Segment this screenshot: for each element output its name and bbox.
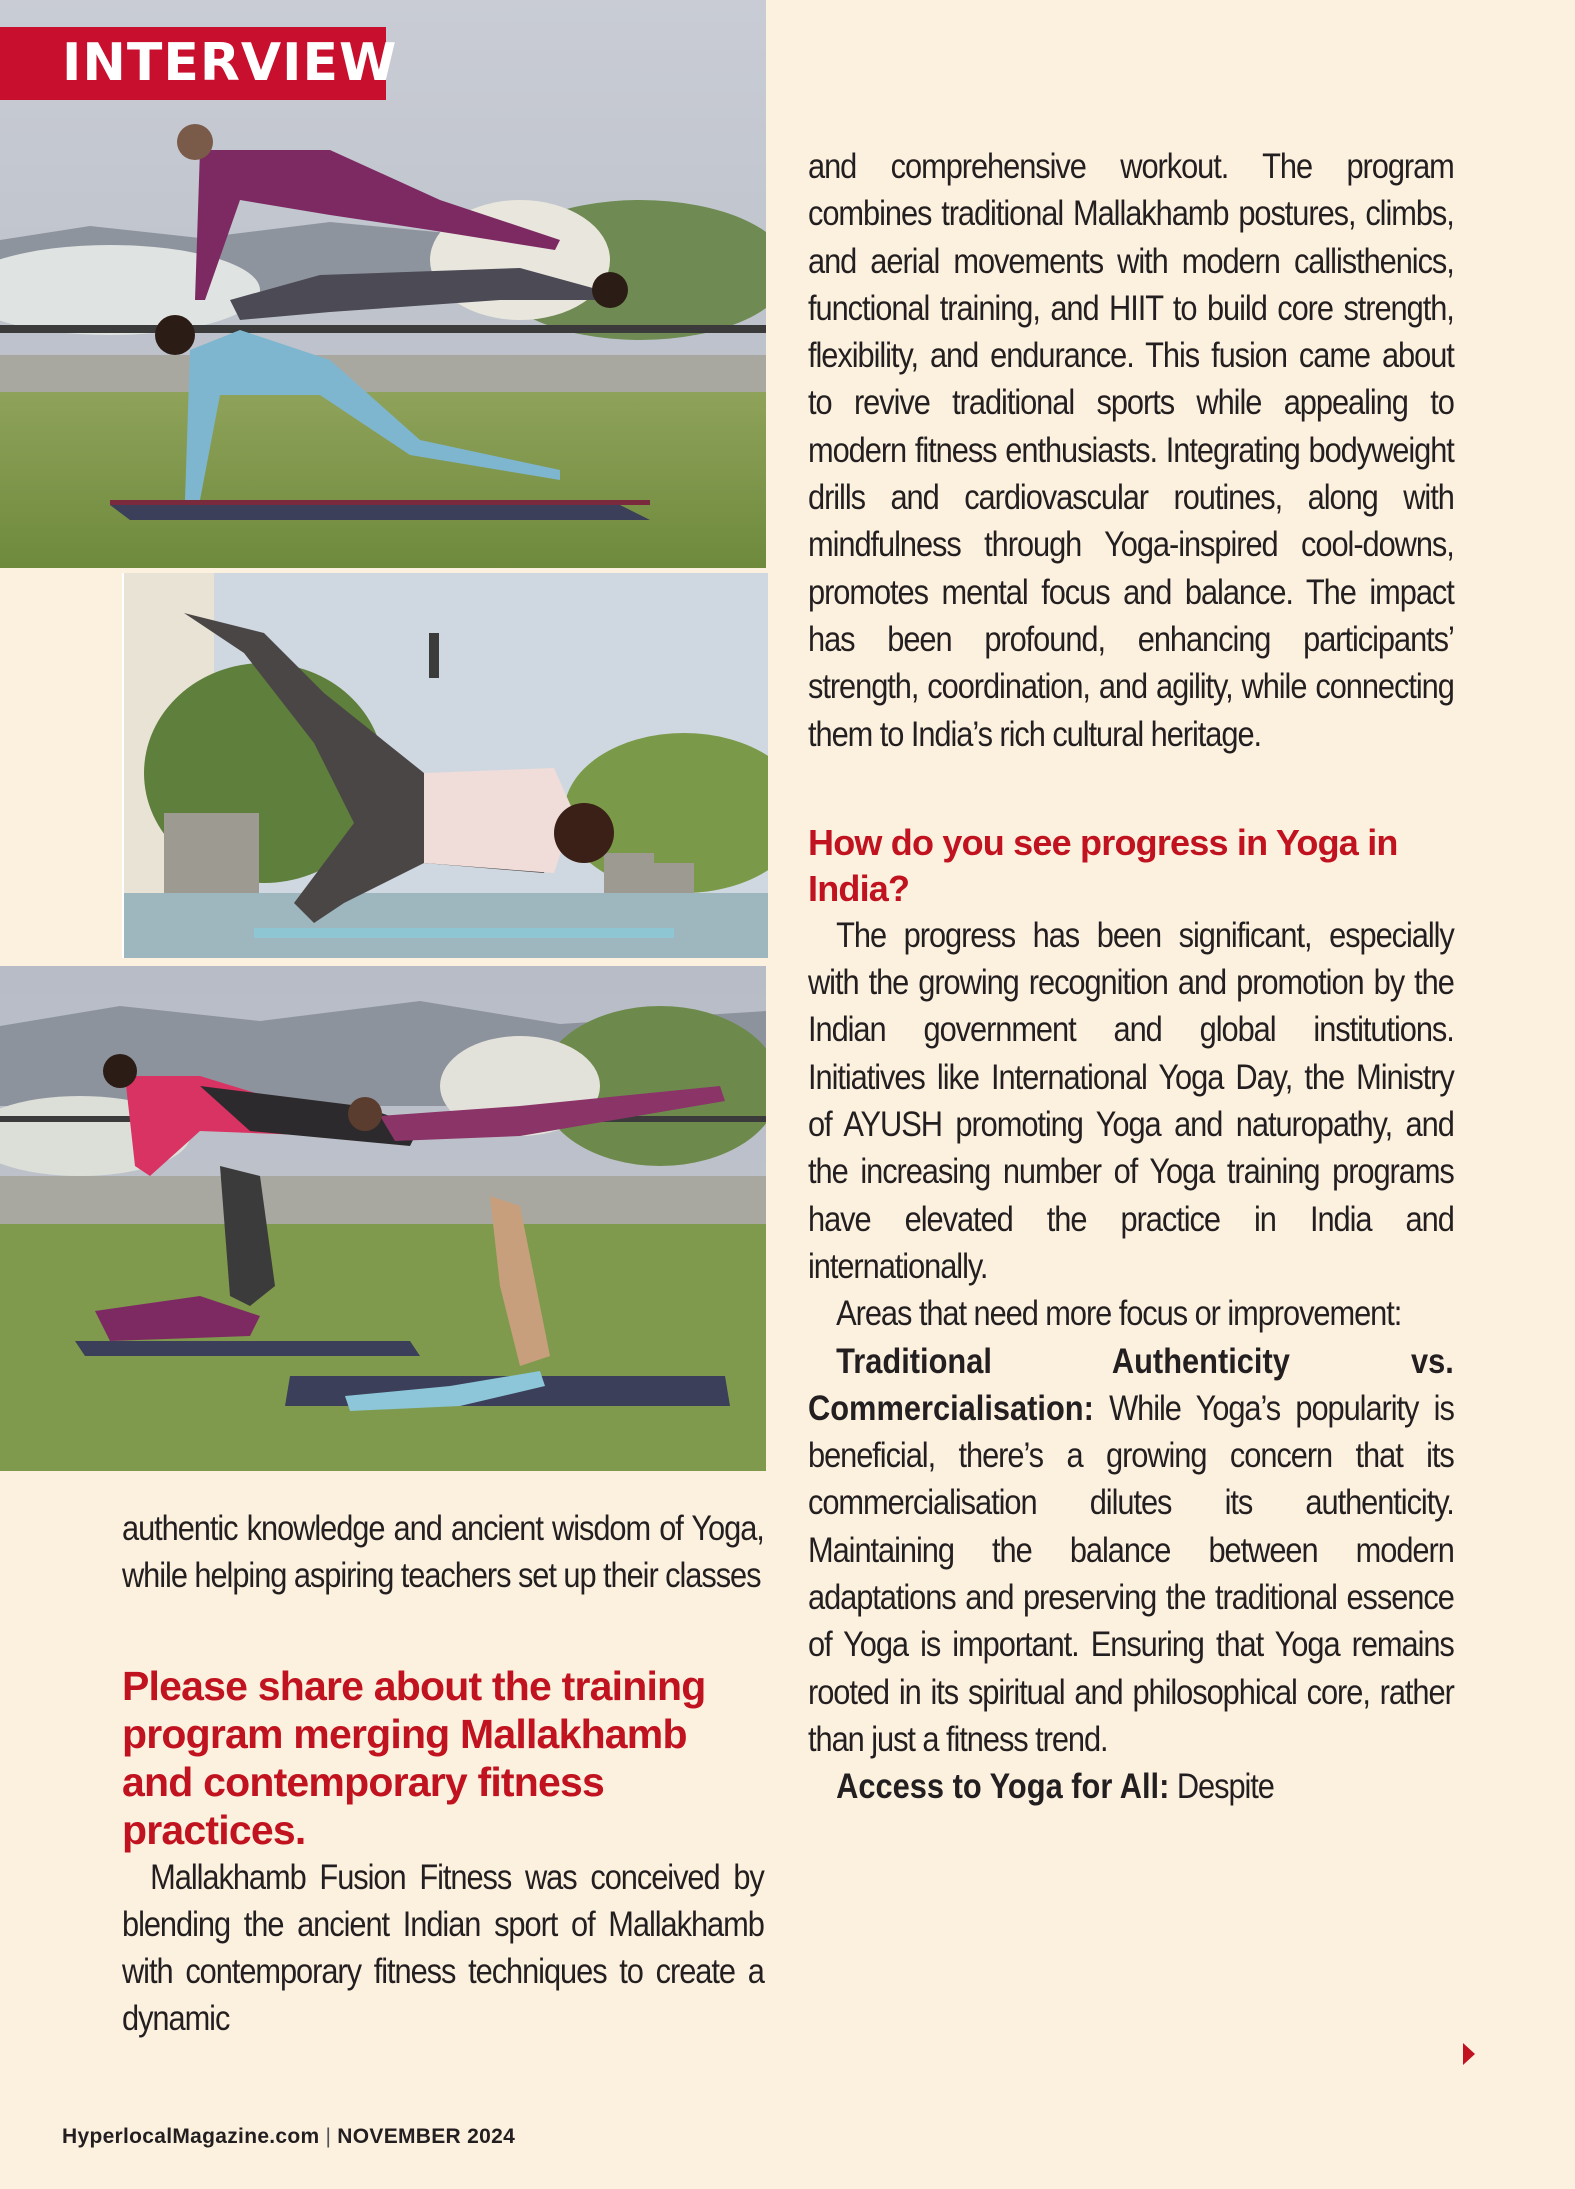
answer-paragraph: Mallakhamb Fusion Fitness was conceived by blending the ancient Indian sport of Mallakhamb with contemporary fitness techniques to create a dynamic bbox=[122, 1857, 764, 2039]
continue-arrow-icon bbox=[1463, 2043, 1475, 2065]
question-heading: How do you see progress in Yoga in India? bbox=[808, 821, 1398, 909]
point-paragraph bbox=[808, 1763, 1454, 1810]
answer-paragraph: Areas that need more focus or improvement: bbox=[836, 1294, 1402, 1334]
photo-balance-pose bbox=[122, 573, 768, 958]
point-text: Despite bbox=[1176, 1767, 1274, 1807]
answer-continued-paragraph: and comprehensive workout. The program combines traditional Mallakhamb postures, climbs, and aerial movements with modern callisthenics, functional training, and HIIT to build core strength, flexibility, and endurance. This fusion came about to revive traditional sports while appealing to modern fitness enthusiasts. Integrating bodyweight drills and cardiovascular routines, along with mindfulness through Yoga-inspired cool-downs, promotes mental focus and balance. The impact has been profound, enhancing participants’ strength, coordination, and agility, while connecting them to India’s rich cultural heritage. bbox=[808, 147, 1454, 754]
footer-divider: | bbox=[325, 2125, 332, 2148]
question-heading: Please share about the training program merging Mallakhamb and contemporary fitness practices. bbox=[122, 1662, 706, 1853]
section-tag: INTERVIEW bbox=[0, 27, 386, 100]
continued-paragraph: authentic knowledge and ancient wisdom of Yoga, while helping aspiring teachers set up their classes bbox=[122, 1509, 764, 1596]
right-column bbox=[808, 143, 1454, 1811]
point-paragraph bbox=[808, 1338, 1454, 1764]
footer-issue: NOVEMBER 2024 bbox=[337, 2125, 516, 2148]
point-title: Traditional Authenticity vs. Commercialisation: bbox=[808, 1341, 1454, 1428]
page-footer bbox=[62, 2125, 515, 2149]
footer-site: HyperlocalMagazine.com bbox=[62, 2125, 320, 2148]
point-text: While Yoga’s popularity is beneficial, there’s a growing concern that its commercialisation dilutes its authenticity. Maintaining the balance between modern adaptations and preserving the traditional essence of Yoga is important. Ensuring that Yoga remains rooted in its spiritual and philosophical core, rather than just a fitness trend. bbox=[808, 1388, 1454, 1759]
left-column bbox=[122, 1505, 764, 2043]
photo-group-acro bbox=[0, 966, 766, 1471]
point-title: Access to Yoga for All: bbox=[836, 1767, 1170, 1807]
answer-paragraph: The progress has been significant, especially with the growing recognition and promotion by the Indian government and global institutions. Initiatives like International Yoga Day, the Ministry of AYUSH promoting Yoga and naturopathy, and the increasing number of Yoga training programs have elevated the practice in India and internationally. bbox=[808, 915, 1454, 1286]
